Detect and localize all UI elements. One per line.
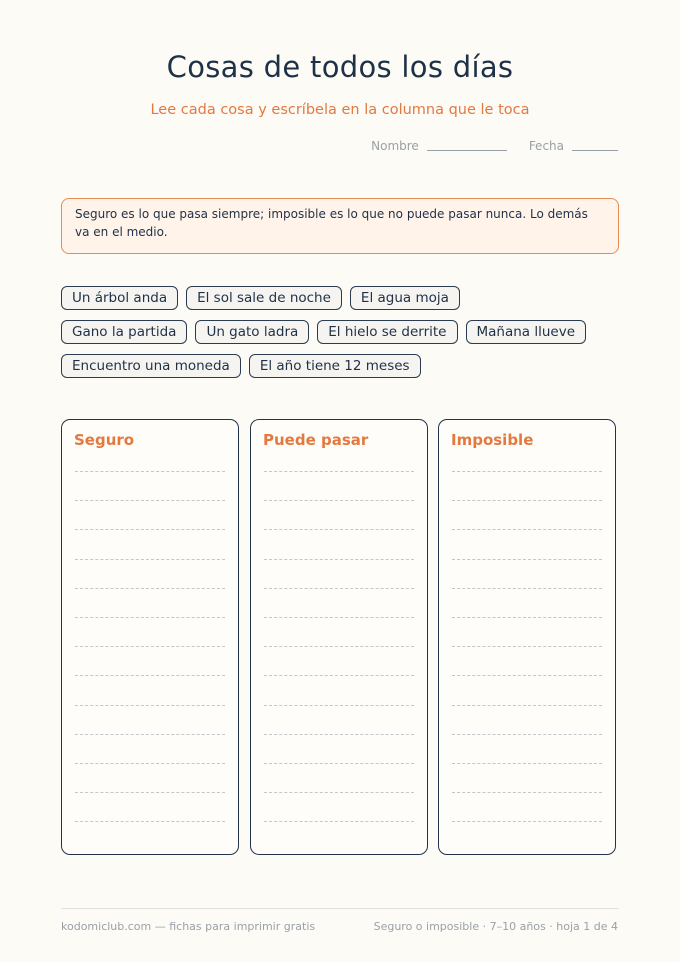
page-subtitle: Lee cada cosa y escríbela en la columna que le toca: [150, 102, 530, 118]
writing-line[interactable]: [75, 617, 225, 618]
column-box: [438, 419, 616, 855]
writing-line[interactable]: [264, 646, 414, 647]
writing-line[interactable]: [264, 675, 414, 676]
word-chip[interactable]: El año tiene 12 meses: [249, 354, 421, 378]
word-chip[interactable]: Un árbol anda: [61, 286, 178, 310]
writing-line[interactable]: [75, 500, 225, 501]
word-chip[interactable]: Gano la partida: [61, 320, 187, 344]
writing-line[interactable]: [75, 471, 225, 472]
column-box: [61, 419, 239, 855]
writing-line[interactable]: [264, 559, 414, 560]
writing-line[interactable]: [264, 763, 414, 764]
name-date-fields: [371, 139, 618, 153]
writing-line[interactable]: [452, 471, 602, 472]
footer-page-info: Seguro o imposible · 7–10 años · hoja 1 de 4: [373, 920, 618, 933]
writing-line[interactable]: [75, 821, 225, 822]
writing-line[interactable]: [75, 734, 225, 735]
writing-line[interactable]: [75, 705, 225, 706]
name-label: Nombre: [371, 139, 419, 153]
writing-line[interactable]: [452, 675, 602, 676]
writing-line[interactable]: [452, 646, 602, 647]
column-heading: Puede pasar: [263, 431, 369, 449]
date-blank-line[interactable]: [572, 150, 618, 151]
word-chip[interactable]: El hielo se derrite: [317, 320, 457, 344]
writing-line[interactable]: [452, 588, 602, 589]
writing-line[interactable]: [264, 821, 414, 822]
chip-row: [61, 320, 621, 344]
word-chip[interactable]: Encuentro una moneda: [61, 354, 241, 378]
writing-line[interactable]: [264, 529, 414, 530]
writing-line[interactable]: [452, 500, 602, 501]
writing-line[interactable]: [75, 675, 225, 676]
page-title: Cosas de todos los días: [166, 50, 514, 84]
column-heading: Seguro: [74, 431, 135, 449]
chip-row: [61, 354, 621, 378]
writing-line[interactable]: [264, 617, 414, 618]
writing-line[interactable]: [264, 588, 414, 589]
word-chip[interactable]: Un gato ladra: [195, 320, 309, 344]
writing-line[interactable]: [452, 617, 602, 618]
writing-line[interactable]: [75, 763, 225, 764]
name-blank-line[interactable]: [427, 150, 507, 151]
writing-line[interactable]: [75, 529, 225, 530]
writing-line[interactable]: [452, 734, 602, 735]
writing-line[interactable]: [264, 471, 414, 472]
word-chip[interactable]: El sol sale de noche: [186, 286, 342, 310]
word-chip-bank: [61, 286, 621, 388]
date-label: Fecha: [528, 139, 564, 153]
word-chip[interactable]: El agua moja: [350, 286, 460, 310]
writing-line[interactable]: [452, 559, 602, 560]
writing-line[interactable]: [264, 705, 414, 706]
writing-line[interactable]: [264, 734, 414, 735]
footer-site: kodomiclub.com — fichas para imprimir gratis: [61, 920, 316, 933]
chip-row: [61, 286, 621, 310]
writing-line[interactable]: [75, 646, 225, 647]
writing-line[interactable]: [75, 792, 225, 793]
writing-line[interactable]: [452, 529, 602, 530]
column-box: [250, 419, 428, 855]
word-chip[interactable]: Mañana llueve: [466, 320, 587, 344]
writing-line[interactable]: [452, 763, 602, 764]
writing-line[interactable]: [75, 559, 225, 560]
writing-line[interactable]: [452, 792, 602, 793]
writing-line[interactable]: [264, 500, 414, 501]
writing-line[interactable]: [264, 792, 414, 793]
writing-line[interactable]: [452, 821, 602, 822]
writing-line[interactable]: [452, 705, 602, 706]
column-heading: Imposible: [451, 431, 534, 449]
footer-divider: [61, 908, 619, 909]
writing-line[interactable]: [75, 588, 225, 589]
instruction-note: Seguro es lo que pasa siempre; imposible es lo que no puede pasar nunca. Lo demás va en el medio.: [61, 198, 619, 254]
